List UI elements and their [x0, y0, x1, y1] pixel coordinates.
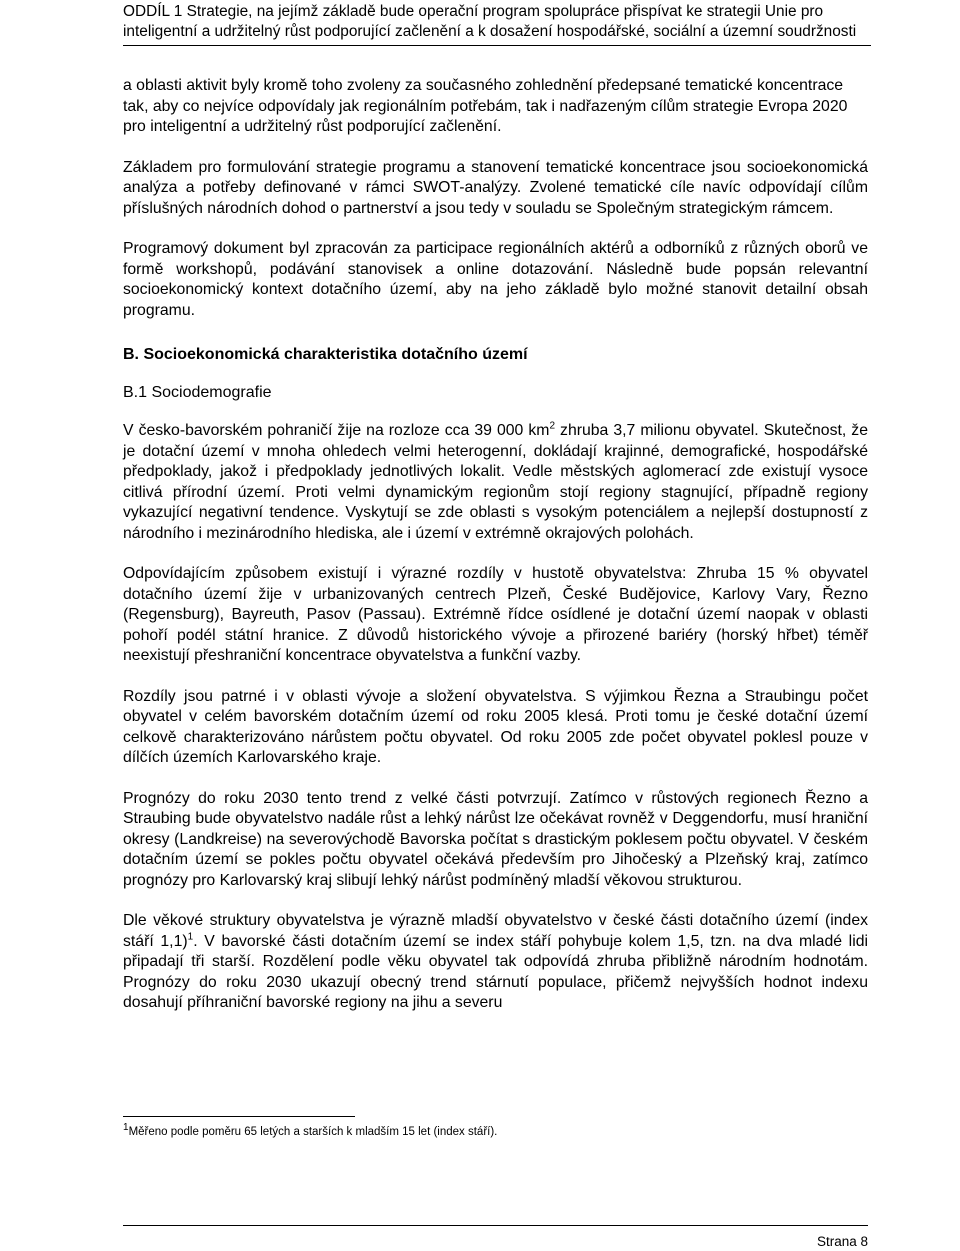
- paragraph-intro-2: Základem pro formulování strategie programu a stanovení tematické koncentrace jsou socioekonomická analýza a potřeby definované v rámci SWOT-analýzy. Zvolené tematické cíle navíc odpovídají cílům příslušných národních dohod o partnerství a jsou tedy v souladu se Společným strategickým rámcem.: [123, 158, 868, 217]
- footer-separator: [123, 1225, 868, 1226]
- footnote-separator: [123, 1116, 355, 1117]
- paragraph-sociodemography-4: Prognózy do roku 2030 tento trend z velké části potvrzují. Zatímco v růstových regionech Řezno a Straubing bude obyvatelstvo nadále růst a lehký nárůst lze očekávat rovněž v Deggendorfu, musí hraniční okresy (Landkreise) na severovýchodě Bavorska počítat s drastickým poklesem počtu obyvatel. V českém dotačním území se pokles počtu obyvatel očekává především pro Jihočeský a Plzeňský kraj, zatímco prognózy pro Karlovarský kraj slibují lehký nárůst podmíněný mladší věkovou strukturou.: [123, 789, 868, 889]
- p5-text-a: Dle věkové struktury obyvatelstva je výrazně mladší obyvatelstvo v české části dotačního území (index stáří 1,1): [123, 912, 868, 950]
- section-heading: B. Socioekonomická charakteristika dotačního území: [123, 346, 528, 363]
- paragraph-sociodemography-5: [123, 911, 868, 1014]
- footnote-mark: 1: [123, 1122, 129, 1134]
- paragraph-intro-1: a oblasti aktivit byly kromě toho zvoleny za současného zohlednění předepsané tematické koncentrace tak, aby co nejvíce odpovídaly jak regionálním potřebám, tak i nadřazeným cílům strategie Evropa 2020 pro inteligentní a udržitelný růst podporující začlenění.: [123, 77, 848, 135]
- page-header: [123, 2, 871, 46]
- page-number: Strana 8: [816, 1234, 868, 1249]
- superscript-squared: 2: [549, 420, 555, 432]
- subsection-heading: B.1 Sociodemografie: [123, 384, 272, 401]
- footnote-reference: 1: [187, 931, 194, 943]
- footnote-text: Měřeno podle poměru 65 letých a starších k mladším 15 let (index stáří).: [128, 1126, 498, 1138]
- paragraph-sociodemography-2: Odpovídajícím způsobem existují i výrazné rozdíly v hustotě obyvatelstva: Zhruba 15 % obyvatel dotačního území žije v urbanizovaných centrech Plzeň, České Budějovice, Karlovy Vary, Řezno (Regensburg), Bayreuth, Pasov (Passau). Extrémně řídce osídlené je dotační území naopak v oblasti pohoří podél státní hranice. Z důvodů historického vývoje a přirozené bariéry (horský hřbet) téměř neexistují přeshraniční koncentrace obyvatelstva a funkční vazby.: [123, 565, 868, 664]
- paragraph-intro-3: Programový dokument byl zpracován za participace regionálních aktérů a odborníků z různých oborů ve formě workshopů, podávání stanovisek a online dotazování. Následně bude popsán relevantní socioekonomický kontext dotačního území, aby na jeho základě bylo možné stanovit detailní obsah programu.: [123, 240, 868, 319]
- paragraph-sociodemography-3: Rozdíly jsou patrné i v oblasti vývoje a složení obyvatelstva. S výjimkou Řezna a Straubingu počet obyvatel v celém bavorském dotačním území od roku 2005 klesá. Proti tomu je české dotační území celkově charakterizováno nárůstem počtu obyvatel. Od roku 2005 zde počet obyvatel poklesl pouze v dílčích územích Karlovarského kraje.: [123, 687, 868, 766]
- p1-text-b: zhruba 3,7 milionu obyvatel. Skutečnost, že je dotační území v mnoha ohledech velmi heterogenní, dokládají krajinné, demografické, hospodářské předpoklady, jakož i předpoklady jednotlivých lokalit. Vedle městských aglomerací zde existují vysoce citlivá přírodní území. Proti velmi dynamickým regionům stojí regiony stagnující, případně regiony vykazující negativní tendence. Vyskytují se zde oblasti s vysokým potenciálem a nejlepší dostupností z národního i mezinárodního hlediska, ale i území v extrémně okrajových polohách.: [123, 422, 868, 542]
- p5-text-b: . V bavorské části dotačním území se index stáří pohybuje kolem 1,5, tzn. na dva mladé lidi připadají tři starší. Rozdělení podle věku obyvatel tak odpovídá zhruba přibližně národním hodnotám. Prognózy do roku 2030 ukazují obecný trend stárnutí populace, přičemž nejvyšších hodnot indexu dosahují příhraniční bavorské regiony na jihu a severu: [123, 932, 868, 1011]
- footnote: [123, 1124, 868, 1140]
- paragraph-sociodemography-1: [123, 421, 868, 544]
- header-text: ODDÍL 1 Strategie, na jejímž základě bude operační program spolupráce přispívat ke strategii Unie pro inteligentní a udržitelný růst podporující začlenění a k dosažení hospodářské, sociální a územní soudržnosti: [123, 3, 857, 40]
- p1-text-a: V česko-bavorském pohraničí žije na rozloze cca 39 000 km: [123, 422, 550, 439]
- document-body: [123, 76, 868, 1034]
